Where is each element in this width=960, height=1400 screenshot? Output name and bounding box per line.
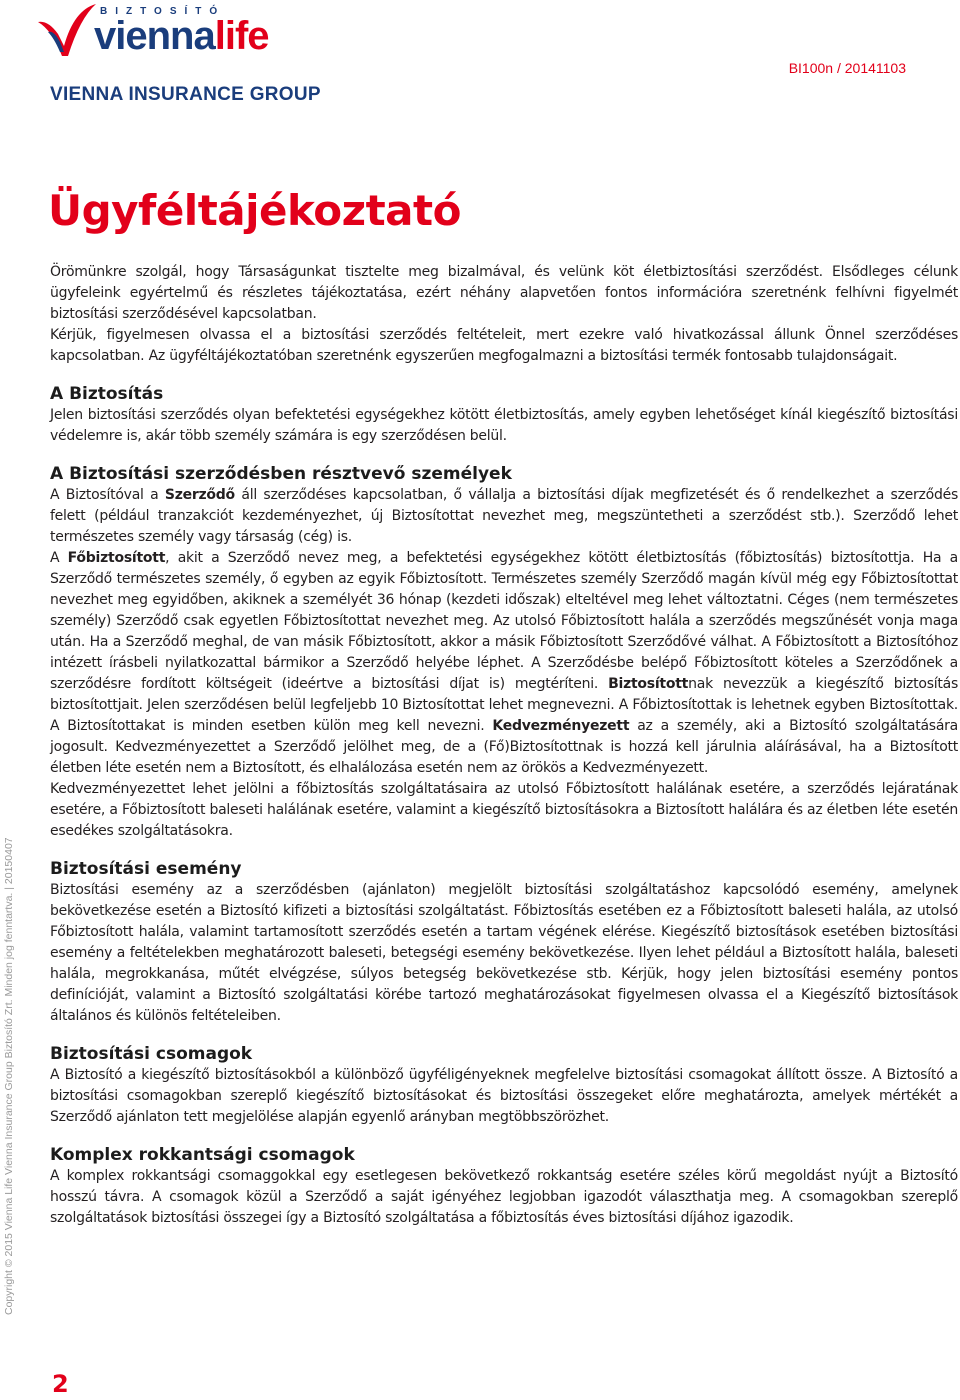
esemeny-paragraph: Biztosítási esemény az a szerződésben (ajánlaton) megjelölt biztosítási szolgáltatáshoz kapcsolódó esemény, amelynek bekövetkezése esetén a Biztosító kifizeti a biztosítási szolgáltatást. Főbiztosítás esetében ez a Főbiztosított baleseti halála, az utolsó Főbiztosított halála, valamint tartamosított szerződés esetén a tartam végének elérése. Kiegészítő biztosítások esetében biztosítási esemény a feltételekben meghatározott baleseti, betegségi esemény bekövetkezése. Ilyen lehet például a Biztosított halála, baleseti halála, megrokkanása, műtét elvégzése, súlyos betegség bekövetkezése stb. Kérjük, hogy jelen biztosítási esemény pontos definícióját, valamint a Biztosító szolgáltatási körébe tartozó meghatározásokat figyelmesen olvassa el a Kiegészítő biztosítások általános és különös feltételeiben. bbox=[50, 882, 958, 1024]
logo-group-text: VIENNA INSURANCE GROUP bbox=[50, 84, 321, 105]
biztositas-paragraph: Jelen biztosítási szerződés olyan befektetési egységekhez kötött életbiztosítás, amely egyben lehetőséget kínál kiegészítő biztosítási védelemre is, akár több személy számára is egy szerződésen belül. bbox=[50, 407, 958, 444]
term-kedvezmenyezett: Kedvezményezett bbox=[492, 718, 630, 734]
document-body bbox=[50, 262, 958, 1229]
logo-life-text: life bbox=[214, 14, 269, 58]
section-heading-szemelyek: A Biztosítási szerződésben résztvevő személyek bbox=[50, 464, 512, 484]
document-code: BI100n / 20141103 bbox=[788, 60, 906, 76]
rokkantsagi-paragraph: A komplex rokkantsági csomaggokkal egy esetlegesen bekövetkező rokkantság esetére széles körű megoldást nyújt a Biztosító hosszú távra. A csomagok közül a Szerződő a saját igényéhez legjobban igazodót választhatja meg. A csomagokban szereplő szolgáltatások biztosítási összegei így a Biztosító szolgáltatása a főbiztosítás éves biztosítási díjához igazodik. bbox=[50, 1168, 958, 1226]
intro-paragraph-1: Örömünkre szolgál, hogy Társaságunkat tisztelte meg bizalmával, és velünk köt életbiztosítási szerződést. Elsődleges célunk ügyfeleink egyértelmű és részletes tájékoztatása, ezért néhány alapvetően fontos információra szeretnénk felhívni figyelmét biztosítási szerződésével kapcsolatban. bbox=[50, 264, 958, 322]
logo-vienna-text: vienna bbox=[94, 14, 215, 58]
page-title: Ügyféltájékoztató bbox=[48, 186, 461, 235]
logo-biztosito-text: BIZTOSÍTÓ bbox=[100, 6, 226, 17]
logo-wordmark bbox=[94, 14, 269, 59]
side-copyright: Copyright © 2015 Vienna Life Vienna Insurance Group Biztosító Zrt. Minden jog fenntartva. | 20150407 bbox=[3, 837, 15, 1315]
term-biztositott: Biztosított bbox=[608, 676, 689, 692]
section-heading-esemeny: Biztosítási esemény bbox=[50, 859, 242, 879]
term-fobiztositott: Főbiztosított bbox=[67, 550, 166, 566]
szemelyek-paragraph-1: A Biztosítóval a Szerződő áll szerződéses kapcsolatban, ő vállalja a biztosítási díjak megfizetését és ő rendelkezhet a szerződés felett (például tranzakciót kezdeményezhet, új Biztosítottat nevezhet meg, megszüntetheti a szerződést stb.). Szerződő lehet természetes személy vagy társaság (cég) is. bbox=[50, 487, 958, 545]
page-number: 2 bbox=[52, 1370, 69, 1398]
section-heading-csomagok: Biztosítási csomagok bbox=[50, 1044, 253, 1064]
section-heading-rokkantsagi: Komplex rokkantsági csomagok bbox=[50, 1145, 355, 1165]
term-szerzodo: Szerződő bbox=[164, 487, 235, 503]
vienna-life-logo bbox=[34, 2, 324, 108]
section-heading-biztositas: A Biztosítás bbox=[50, 384, 164, 404]
szemelyek-paragraph-2: A Főbiztosított, akit a Szerződő nevez meg, a befektetési egységekhez kötött életbiztosítás (főbiztosítás) biztosítottja. Ha a Szerződő természetes személy, ő egyben az egyik Főbiztosított. Természetes személy Szerződő magán kívül még egy Főbiztosítottat nevezhet meg egyidőben, akiknek a személyét 36 hónap (kezdeti időszak) elteltével meg lehet változtatni. Céges (nem természetes személy) Szerződő csak egyetlen Főbiztosítottat nevezhet meg. Az utolsó Főbiztosított halála a szerződés megszűnését vonja maga után. Ha a Szerződő meghal, de van másik Főbiztosított, akkor a másik Főbiztosított Szerződővé válhat. A Főbiztosított a Biztosítóhoz intézett írásbeli nyilatkozattal bármikor a Szerződő helyébe léphet. A Szerződésbe belépő Főbiztosított köteles a Szerződőnek a szerződésre fordított költségeit (ideértve a biztosítási díjat is) megtéríteni. Biztosítottnak nevezzük a kiegészítő biztosítás biztosítottjait. Jelen szerződésen belül legfeljebb 10 Biztosítottat lehet megnevezni. A Főbiztosítottak is lehetnek egyben Biztosítottak. A Biztosítottakat is minden esetben külön meg kell nevezni. Kedvezményezett az a személy, aki a Biztosító szolgáltatására jogosult. Kedvezményezettet a Szerződő jelölhet meg, de a (Fő)Biztosítottnak is hozzá kell járulnia aláírásával, ha a Biztosított életben léte esetén nem a Biztosított, és elhalálozása esetén nem az örökös a Kedvezményezett. bbox=[50, 550, 958, 776]
intro-paragraph-2: Kérjük, figyelmesen olvassa el a biztosítási szerződés feltételeit, mert ezekre való hivatkozással állunk Önnel szerződéses kapcsolatban. Az ügyféltájékoztatóban szeretnénk egyszerűen megfogalmazni a biztosítási termék fontosabb tulajdonságait. bbox=[50, 327, 958, 364]
csomagok-paragraph: A Biztosító a kiegészítő biztosításokból a különböző ügyféligényeknek megfelelve biztosítási csomagokat állított össze. A Biztosító a biztosítási csomagokban szereplő kiegészítő biztosításokat és biztosítási összegeket előre meghatározta, amelyek mértékét a Szerződő ajánlaton tett megjelölése alapján egyenlő arányban megtöbbszörözhet. bbox=[50, 1067, 958, 1125]
szemelyek-paragraph-3: Kedvezményezettet lehet jelölni a főbiztosítás szolgáltatásaira az utolsó Főbiztosított halálának esetére, a szerződés lejáratának esetére, a Főbiztosított baleseti halálának esetére, valamint a kiegészítő biztosításokra a Biztosított halálára és az életben léte esetén esedékes szolgáltatásokra. bbox=[50, 781, 958, 839]
